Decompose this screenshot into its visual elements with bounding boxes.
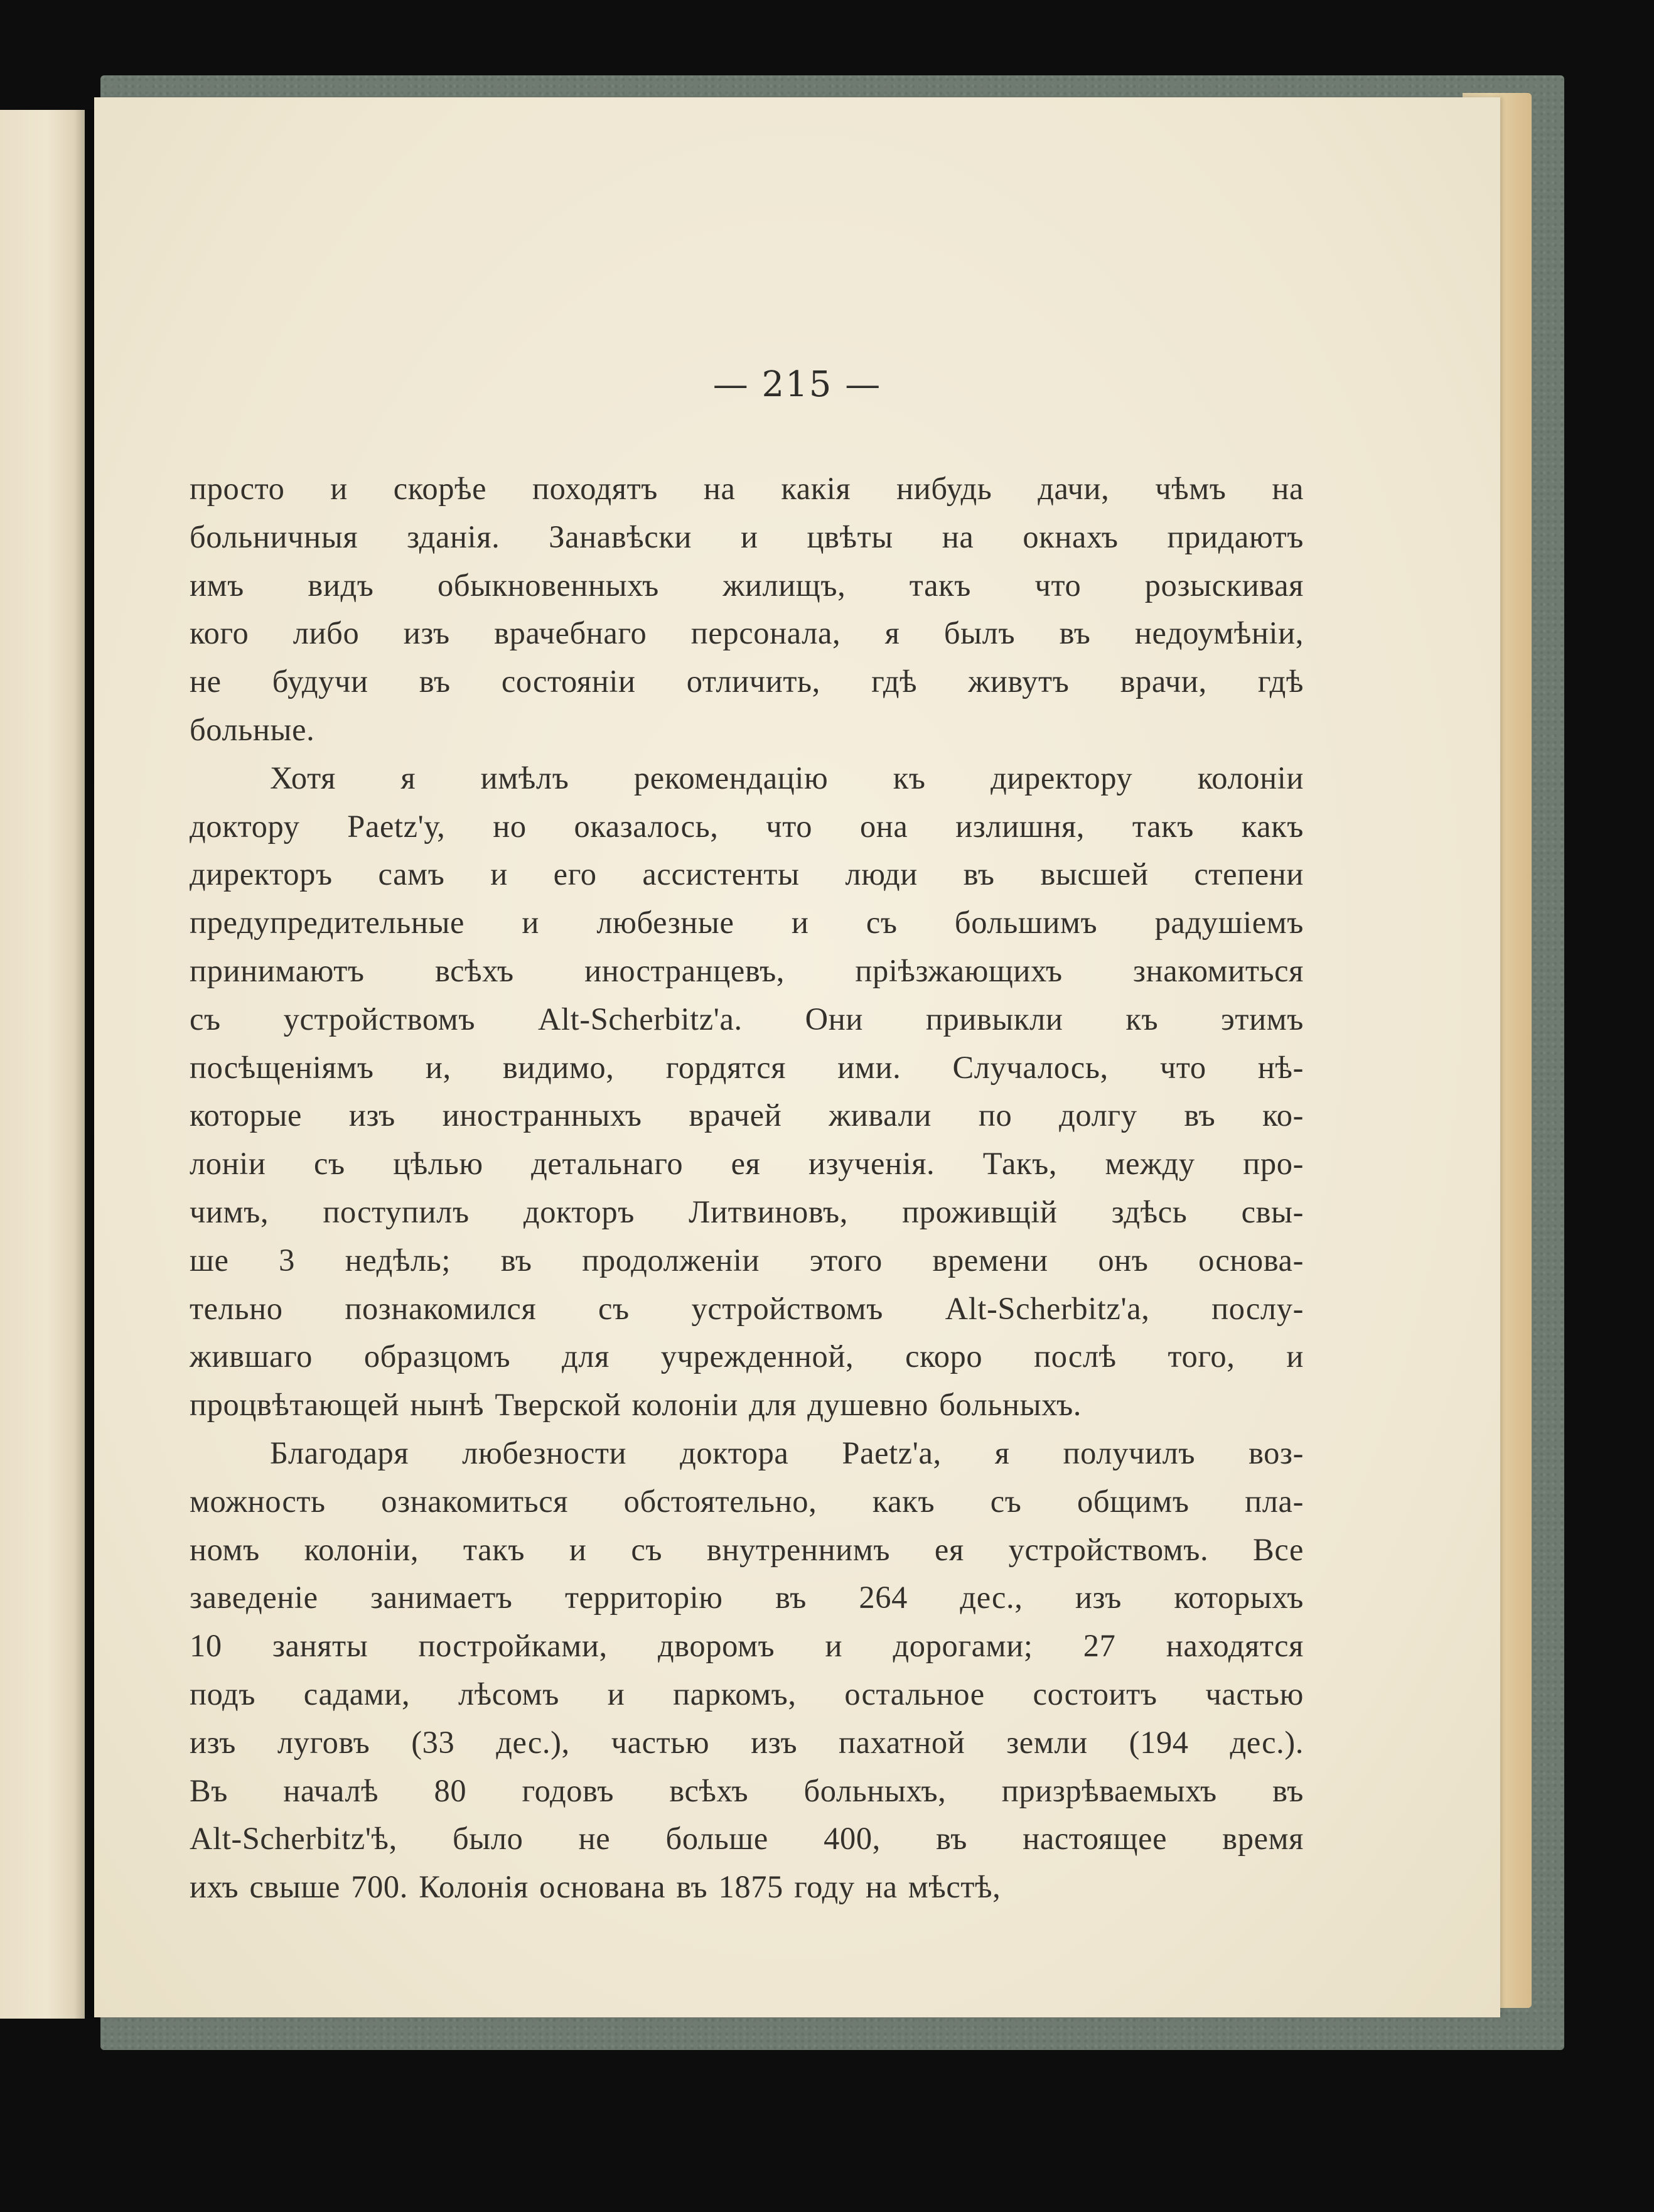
text-line: процвѣтающей нынѣ Тверской колоніи для душевно больныхъ.	[190, 1387, 1082, 1423]
text-line: принимаютъ всѣхъ иностранцевъ, пріѣзжающихъ знакомиться	[190, 952, 1304, 988]
text-line: заведеніе занимаетъ территорію въ 264 дес., изъ которыхъ	[190, 1580, 1304, 1616]
text-line: которые изъ иностранныхъ врачей живали по долгу въ ко-	[190, 1098, 1304, 1133]
text-line: съ устройствомъ Alt-Scherbitz'a. Они привыкли къ этимъ	[190, 1001, 1304, 1037]
text-line: можность ознакомиться обстоятельно, какъ съ общимъ пла-	[190, 1483, 1304, 1519]
text-line: кого либо изъ врачебнаго персонала, я былъ въ недоумѣніи,	[190, 615, 1304, 651]
text-line: предупредительные и любезные и съ большимъ радушіемъ	[190, 905, 1304, 941]
text-line: Благодаря любезности доктора Paetz'a, я получилъ воз-	[270, 1435, 1304, 1470]
text-line: доктору Paetz'у, но оказалось, что она излишня, такъ какъ	[190, 808, 1304, 844]
text-line: тельно познакомился съ устройствомъ Alt-Scherbitz'a, послу-	[190, 1290, 1304, 1326]
text-line: больничныя зданія. Занавѣски и цвѣты на окнахъ придаютъ	[190, 519, 1304, 554]
text-line: подъ садами, лѣсомъ и паркомъ, остальное состоитъ частью	[190, 1676, 1304, 1712]
text-line: номъ колоніи, такъ и съ внутреннимъ ея устройствомъ. Все	[190, 1531, 1304, 1567]
text-line: просто и скорѣе походятъ на какія нибудь дачи, чѣмъ на	[190, 471, 1304, 506]
text-line: ихъ свыше 700. Колонія основана въ 1875 году на мѣстѣ,	[190, 1869, 1001, 1905]
text-line: посѣщеніямъ и, видимо, гордятся ими. Случалось, что нѣ-	[190, 1049, 1304, 1085]
text-line: Хотя я имѣлъ рекомендацію къ директору колоніи	[270, 760, 1304, 796]
paragraph	[190, 1429, 1304, 1911]
text-line: Alt-Scherbitz'ѣ, было не больше 400, въ настоящее время	[190, 1821, 1304, 1857]
text-line: директоръ самъ и его ассистенты люди въ высшей степени	[190, 856, 1304, 892]
text-line: жившаго образцомъ для учрежденной, скоро послѣ того, и	[190, 1339, 1304, 1374]
text-line: Въ началѣ 80 годовъ всѣхъ больныхъ, призрѣваемыхъ въ	[190, 1772, 1304, 1808]
paragraph	[190, 465, 1304, 754]
text-line: изъ луговъ (33 дес.), частью изъ пахатной земли (194 дес.).	[190, 1724, 1304, 1760]
facing-page	[0, 110, 85, 2019]
text-line: не будучи въ состояніи отличить, гдѣ живутъ врачи, гдѣ	[190, 664, 1304, 699]
page-number: — 215 —	[712, 364, 882, 405]
paragraph	[190, 754, 1304, 1429]
text-line: имъ видъ обыкновенныхъ жилищъ, такъ что розыскивая	[190, 567, 1304, 603]
text-line: больные.	[190, 711, 315, 747]
body-text	[190, 465, 1304, 1911]
text-line: ше 3 недѣль; въ продолженіи этого времени онъ основа-	[190, 1242, 1304, 1278]
book-page	[94, 97, 1500, 2017]
text-line: чимъ, поступилъ докторъ Литвиновъ, проживщій здѣсь свы-	[190, 1194, 1304, 1229]
text-line: 10 заняты постройками, дворомъ и дорогами; 27 находятся	[190, 1628, 1304, 1664]
text-line: лоніи съ цѣлью детальнаго ея изученія. Такъ, между про-	[190, 1146, 1304, 1182]
